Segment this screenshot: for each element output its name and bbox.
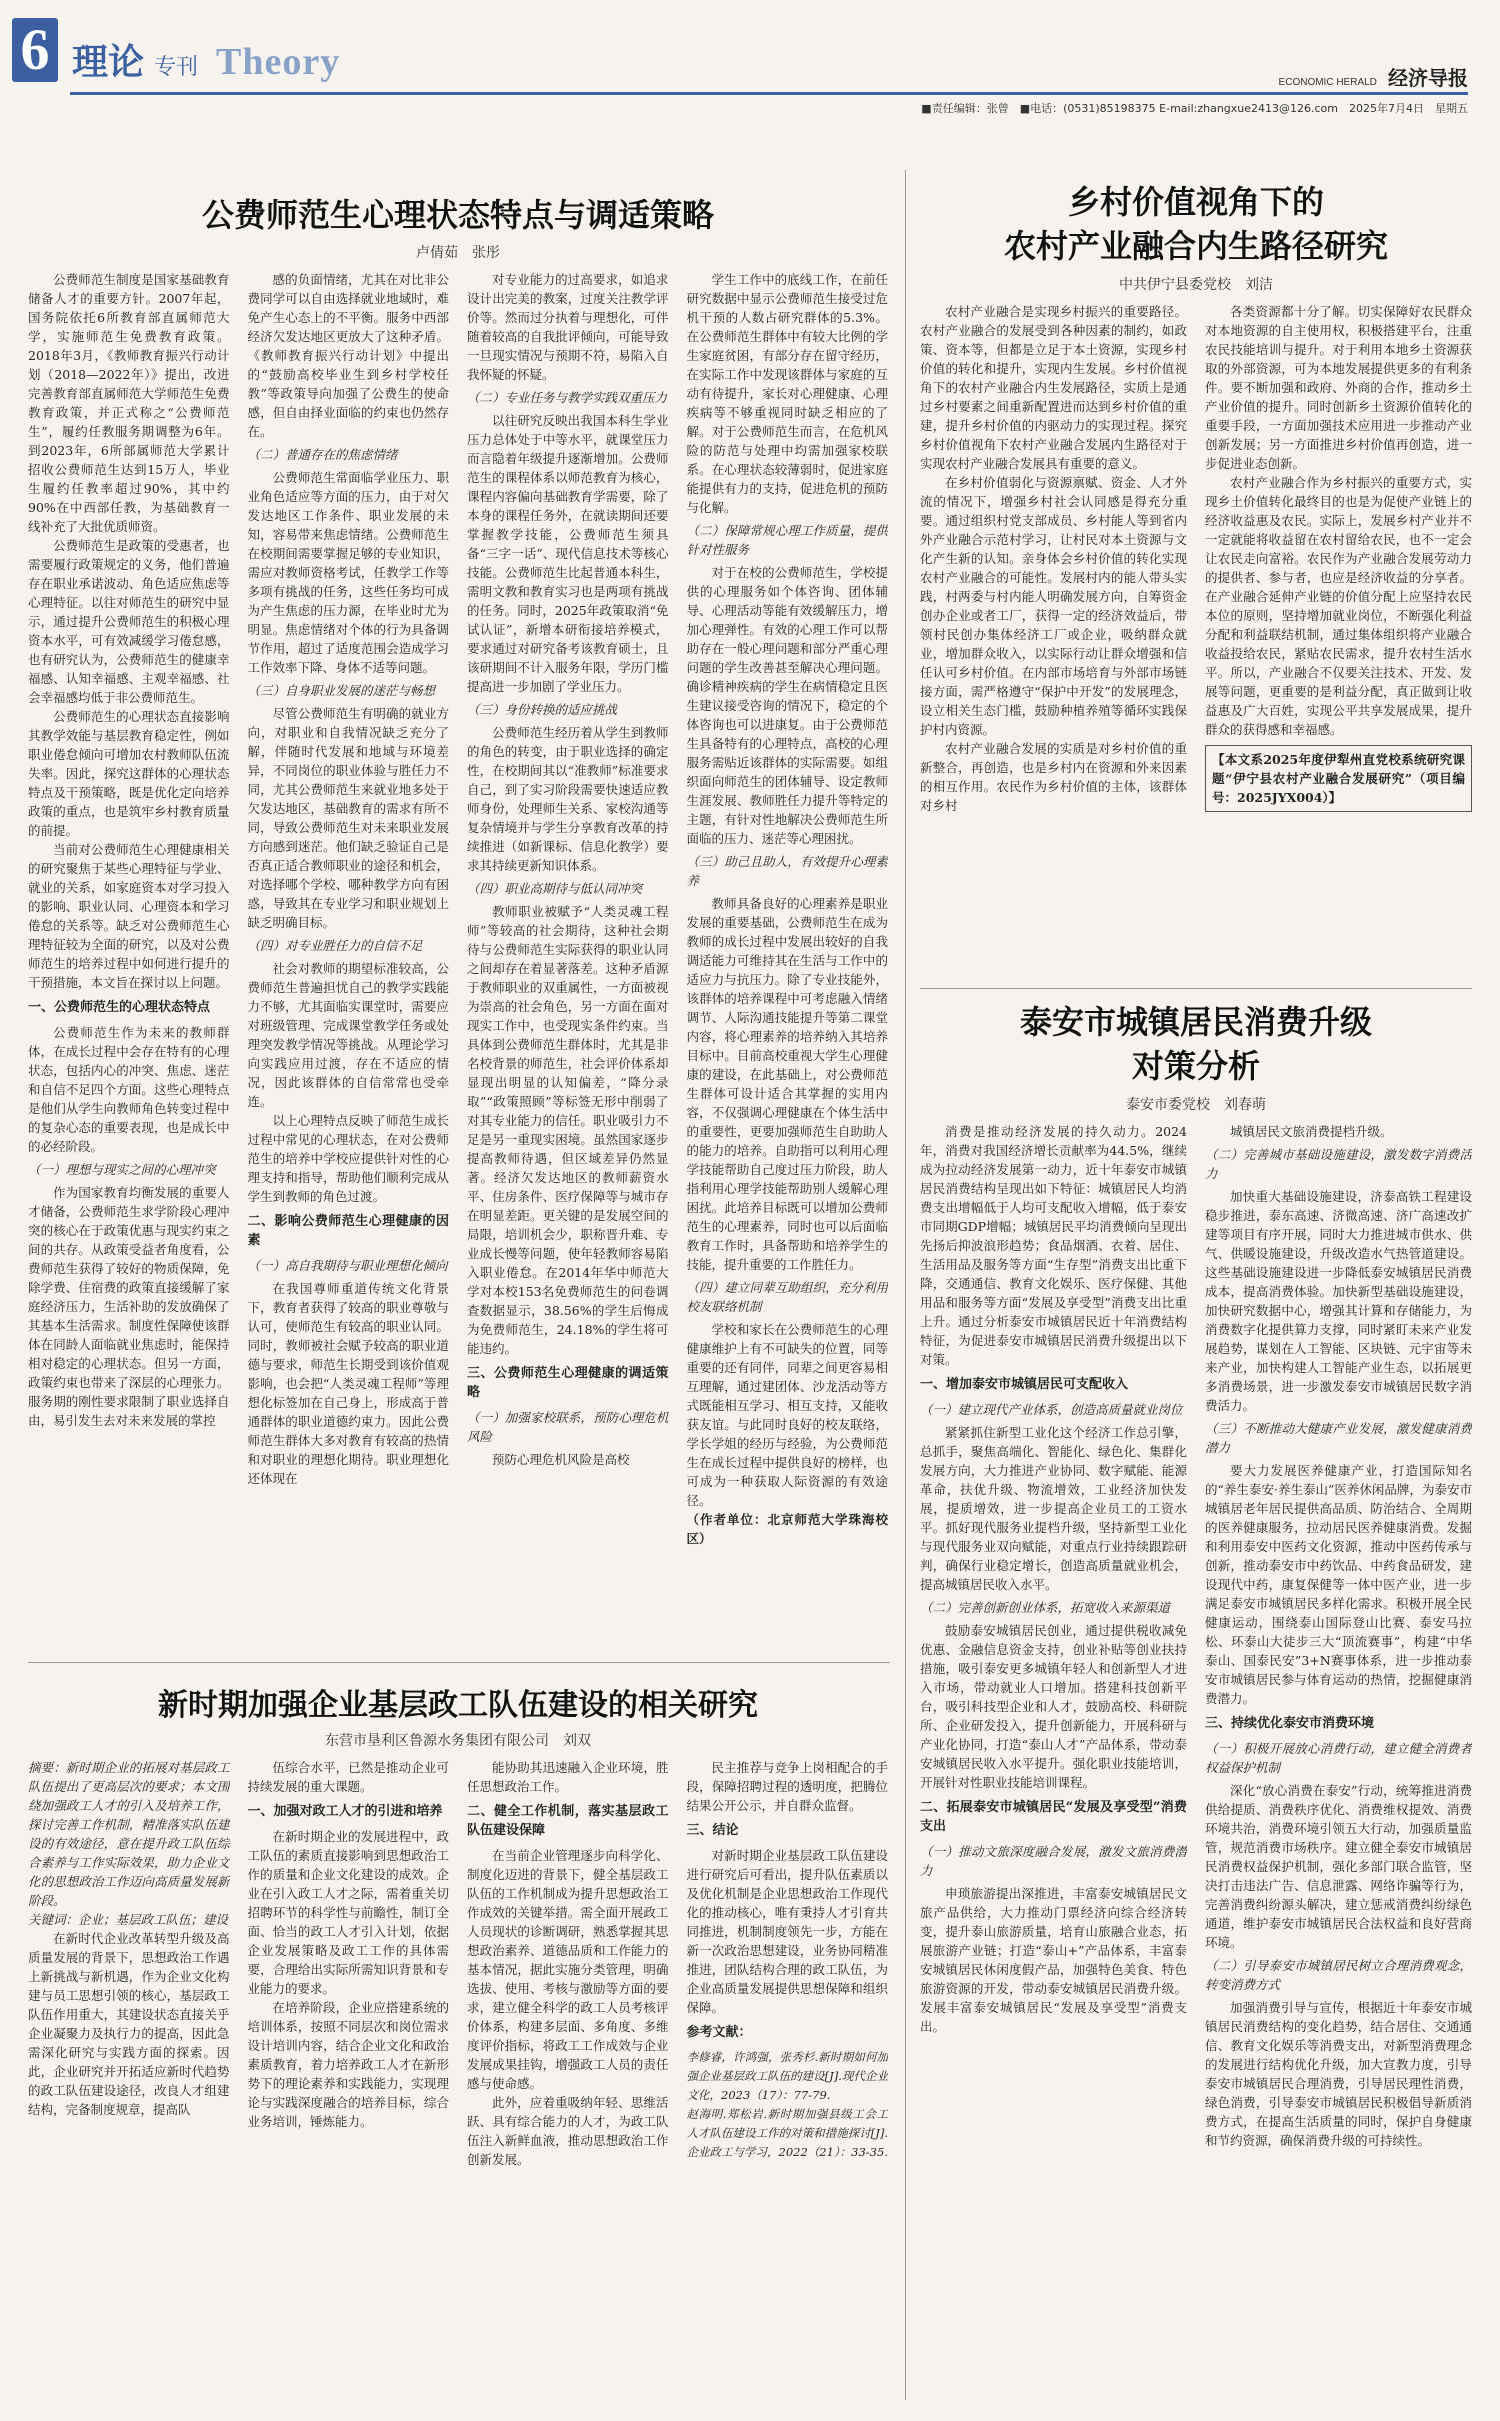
section-heading: 一、公费师范生的心理状态特点 <box>28 1000 211 1015</box>
page-number: 6 <box>12 18 58 82</box>
section-heading: （二）完善创新创业体系，拓宽收入来源渠道 <box>920 1600 1171 1615</box>
section-heading: 一、增加泰安市城镇居民可支配收入 <box>920 1377 1129 1392</box>
section-heading: 三、公费师范生心理健康的调适策略 <box>467 1366 669 1400</box>
paragraph: 公费师范生经历着从学生到教师的角色的转变，由于职业选择的确定性，在校期间其以“准教师”标准要求自己，到了实习阶段需要快速适应教师身份，处理师生关系、家校沟通等复杂情境并与学生分享教育改革的持续推进（如新课标、信息化教学）要求其持续更新知识体系。 <box>467 725 669 873</box>
article-column <box>687 1758 889 2398</box>
paragraph: 当前对公费师范生心理健康相关的研究聚焦于某些心理特征与学业、就业的关系，如家庭资本对学习投入的影响、职业认同、心理资本和学习倦怠的关系等。缺乏对公费师范生心理特征较为全面的研究，以及对公费师范生的培养过程中如何进行提升的干预措施，本文旨在探讨以上问题。 <box>28 842 230 990</box>
section-title: 理论 <box>72 41 145 83</box>
section-heading: （二）保障常规心理工作质量，提供针对性服务 <box>686 523 888 557</box>
article-byline: 中共伊宁县委党校 刘洁 <box>1119 277 1273 293</box>
section-heading: 二、影响公费师范生心理健康的因素 <box>247 1214 449 1248</box>
column-divider <box>905 170 906 2400</box>
section-heading: （四）职业高期待与低认同冲突 <box>467 881 643 896</box>
paragraph: 农村产业融合是实现乡村振兴的重要路径。农村产业融合的发展受到各种因素的制约，如政策、资本等，但都是立足于本土资源，实现乡村价值的转化和提升，实现内生发展。乡村价值视角下的农村产业融合内生发展路径，实质上是通过乡村要素之间重新配置进而达到乡村价值的重建，提升乡村价值的内驱动力的实现过程。探究乡村价值视角下农村产业融合发展内生路径对于实现农村产业融合发展具有重要的意义。 <box>920 304 1187 471</box>
section-heading: （三）不断推动大健康产业发展，激发健康消费潜力 <box>1205 1421 1472 1455</box>
section-heading: 二、拓展泰安市城镇居民“发展及享受型”消费支出 <box>920 1800 1187 1834</box>
paragraph: 农村产业融合发展的实质是对乡村价值的重新整合，再创造，也是乡村内在资源和外来因素的相互作用。农民作为乡村价值的主体，该群体对乡村 <box>920 741 1187 813</box>
paragraph: 赵海明.郑松岩.新时期加强县级工会工人才队伍建设工作的对策和措施探讨[J].企业政工与学习，2022（21）：33-35. <box>686 2107 888 2159</box>
paragraph: 加强消费引导与宣传，根据近十年泰安市城镇居民消费结构的变化趋势，结合居住、交通通信、教育文化娱乐等消费支出，对新型消费理念的发展进行结构优化升级，加大宣教力度，引导泰安市城镇居民合理消费，引导居民理性消费，绿色消费，引导泰安市城镇居民积极倡导新质消费方式，在提高生活质量的同时，保护自身健康和节约资源，确保消费升级的可持续性。 <box>1205 2000 1472 2148</box>
article-column <box>467 1758 669 2398</box>
section-heading: （一）理想与现实之间的心理冲突 <box>28 1162 216 1177</box>
article-rural-industry <box>920 180 1472 980</box>
section-heading: 参考文献： <box>686 2025 752 2040</box>
section-heading: （一）推动文旅深度融合发展，激发文旅消费潜力 <box>920 1844 1187 1878</box>
paragraph: 以往研究反映出我国本科生学业压力总体处于中等水平，就课堂压力而言隐着年级提升逐渐增加。公费师范生的课程体系以师范教育为核心，课程内容偏向基础教育学需要，除了本身的课程任务外，在就读期间还要掌握教学技能，公费师范生须具备“三字一话”、现代信息技术等核心技能。公费师范生比起普通本科生，需明文教和教育实习也是两项有挑战的任务。同时，2025年政策取消“免试认证”，新增本研衔接培养模式，要求通过对研究备考该教育硕士，且该研期间不计入服务年限，学历门槛提高进一步加剧了学业压力。 <box>467 413 669 694</box>
article-enterprise-political-work <box>28 1680 888 2400</box>
paragraph: 社会对教师的期望标准较高，公费师范生普遍担忧自己的教学实践能力不够，尤其面临实课堂时，需要应对班级管理、完成课堂教学任务或处理突发教学情况等挑战。从理论学习向实践应用过渡，存在不适应的情况，因此该群体的自信常常也受牵连。 <box>247 961 449 1109</box>
paragraph: 城镇居民文旅消费提档升级。 <box>1230 1124 1393 1139</box>
paragraph: 【本文系2025年度伊犁州直党校系统研究课题“伊宁县农村产业融合发展研究”（项目编号：2025JYX004）】 <box>1205 745 1472 812</box>
paragraph: 伍综合水平，已然是推动企业可持续发展的重大课题。 <box>247 1760 449 1794</box>
header-rule <box>70 92 1468 95</box>
article-title-line-1: 乡村价值视角下的 <box>1067 183 1324 221</box>
article-column <box>1205 302 1472 942</box>
article-byline: 泰安市委党校 刘春萌 <box>1126 1097 1266 1113</box>
article-column <box>248 1758 450 2398</box>
paragraph: 对专业能力的过高要求，如追求设计出完美的教案，过度关注教学评价等。然而过分执着与理想化，可伴随着较高的自我批评倾向，可能导致一旦现实情况与预期不符，易陷入自我怀疑的怀疑。 <box>467 272 669 382</box>
paragraph: 学生工作中的底线工作，在前任研究数据中显示公费师范生接受过危机干预的人数占研究群体的5.3%。在公费师范生群体中有较大比例的学生家庭贫困，有部分存在留守经历，在实际工作中发现该群体与家庭的互动有待提升，家长对心理健康、心理疾病等不够重视同时缺乏相应的了解。对于公费师范生而言，在危机风险的防范与处理中均需加强家校联系。在心理状态较薄弱时，促进家庭能提供有力的支持，促进危机的预防与化解。 <box>686 272 888 515</box>
section-subtitle: 专刊 <box>154 55 199 80</box>
article-column <box>1205 1122 1472 2372</box>
section-heading: 二、健全工作机制，落实基层政工队伍建设保障 <box>467 1804 669 1838</box>
section-heading: （一）高自我期待与职业理想化倾向 <box>247 1258 448 1273</box>
paragraph: 鼓励泰安城镇居民创业，通过提供税收减免优惠、金融信息资金支持，创业补贴等创业扶持措施，吸引泰安更多城镇年轻人和创新型人才进入市场，带动就业人口增加。搭建科技创新平台，吸引科技型企业和人才，鼓励高校、科研院所、企业研发投入，提升创新能力，开展科研与产业化协同，打造“泰山人才”产品体系，带动泰安城镇居民收入水平提升。强化职业技能培训，开展针对性职业技能培训课程。 <box>920 1623 1187 1790</box>
section-heading: （四）建立同辈互助组织，充分利用校友联络机制 <box>686 1280 888 1314</box>
paragraph: 对新时期企业基层政工队伍建设进行研究后可看出，提升队伍素质以及优化机制是企业思想政治工作现代化的推动核心，唯有秉持人才引育共同推进，机制制度领先一步，方能在新一次政治思想建设，业务协同精准推进，团队结构合理的政工队伍，为企业高质量发展提供思想保障和组织保障。 <box>686 1848 888 2015</box>
section-heading: 一、加强对政工人才的引进和培养 <box>247 1804 443 1819</box>
article-column <box>467 270 669 1640</box>
paragraph: 在培养阶段，企业应搭建系统的培训体系，按照不同层次和岗位需求设计培训内容，结合企业文化和政治素质教育，着力培养政工人才在新形势下的理论素养和实践能力，实现理论与实践深度融合的培养目标，综合业务培训，锤炼能力。 <box>247 2000 449 2129</box>
paragraph: 申琐旅游提出深推进，丰富泰安城镇居民文旅产品供给，大力推动门票经济向综合经济转变，提升泰山旅游质量，培育山旅融合业态，拓展旅游产业链；打造“泰山+”产品体系，丰富泰安城镇居民休闲度假产品，加强特色美食、特色旅游资源的开发，带动泰安城镇居民消费升级。发展丰富泰安城镇居民“发展及享受型”消费支出。 <box>920 1886 1187 2034</box>
article-column <box>687 270 889 1640</box>
paragraph: 公费师范生的心理状态直接影响其教学效能与基层教育稳定性，例如职业倦怠倾向可增加农村教师队伍流失率。因此，探究这群体的心理状态特点及干预策略，既是优化定向培养政策的重点，也是筑牢乡村教育质量的前提。 <box>28 709 230 838</box>
paragraph: 公费师范生制度是国家基础教育储备人才的重要方针。2007年起，国务院依托6所教育部直属师范大学，实施师范生免费教育政策。2018年3月，《教师教育振兴行动计划（2018—2022年）》提出，改进完善教育部直属师范大学师范生免费教育政策，并正式称之“公费师范生”，履约任教服务期调整为6年。到2023年，6所部属师范大学累计招收公费师范生达到15万人，毕业生履约任教率超过90%，其中约90%在中西部任教，为基础教育一线补充了大批优质师资。 <box>28 272 230 534</box>
article-column <box>920 1122 1187 2372</box>
section-heading: （四）对专业胜任力的自信不足 <box>247 938 423 953</box>
paragraph: 此外，应着重吸纳年轻、思维活跃、具有综合能力的人才，为政工队伍注入新鲜血液，推动思想政治工作创新发展。 <box>467 2095 669 2167</box>
paragraph: 公费师范生常面临学业压力、职业角色适应等方面的压力，由于对欠发达地区工作条件、职业发展的未知，容易带来焦虑情绪。公费师范生在校期间需要掌握足够的专业知识，需应对教师资格考试，任教学工作等多项有挑战的任务，这些任务均可成为产生焦虑的压力源，在毕业时尤为明显。焦虑情绪对个体的行为具备调节作用，超过了适度范围会造成学习工作效率下降、身体不适等问题。 <box>247 470 449 675</box>
section-heading: 三、结论 <box>686 1823 739 1838</box>
section-heading: 三、持续优化泰安市消费环境 <box>1205 1716 1375 1731</box>
paragraph: 消费是推动经济发展的持久动力。2024年，消费对我国经济增长贡献率为44.5%，继续成为拉动经济发展第一动力，近十年泰安市城镇居民消费结构呈现出如下特征：城镇居民人均消费支出增幅低于人均可支配收入增幅，低于泰安市同期GDP增幅；城镇居民平均消费倾向呈现出先扬后抑波浪形趋势；食品烟酒、衣着、居住、生活用品及服务等方面“生存型”消费支出比重下降，交通通信、教育文化娱乐、医疗保健、其他用品和服务等方面“发展及享受型”消费支出比重上升。通过分析泰安市城镇居民近十年消费结构特征，为促进泰安市城镇居民消费升级提出以下对策。 <box>920 1124 1187 1367</box>
section-heading: （二）引导泰安市城镇居民树立合理消费观念，转变消费方式 <box>1205 1958 1472 1992</box>
paragraph: 各类资源都十分了解。切实保障好农民群众对本地资源的自主使用权，积极搭建平台，注重农民技能培训与提升。对于利用本地乡土资源获取的外部资源，可为本地发展提供更多的有利条件。要不断加强和政府、外商的合作，推动乡土产业价值的提升。同时创新乡土资源价值转化的重要手段，一方面加强技术应用进一步推动产业创新发展；另一方面推进乡村价值再创造，进一步促进业态创新。 <box>1205 304 1472 471</box>
paragraph: 农村产业融合作为乡村振兴的重要方式，实现乡土价值转化最终目的也是为促使产业链上的经济收益惠及农民。实际上，发展乡村产业并不一定就能将收益留在农村留给农民，也不一定会让农民走向富裕。农民作为产业融合发展劳动力的提供者、参与者，也应是经济收益的分享者。在产业融合延伸产业链的价值分配上应坚持农民本位的原则，坚持增加就业岗位，不断强化利益分配和利益联结机制，通过集体组织将产业融合收益投给农民，紧贴农民需求，提升农村生活水平。所以，产业融合不仅要关注技术、开发、发展等问题，更重要的是利益分配，真正做到让收益惠及广大百姓，实现公平共享发展成果，提升群众的获得感和幸福感。 <box>1205 475 1472 737</box>
paragraph: 在我国尊师重道传统文化背景下，教育者获得了较高的职业尊敬与认可，使师范生有较高的职业认同。同时，教师被社会赋予较高的职业道德与要求，师范生长期受到该价值观影响，也会把“人类灵魂工程师”等理想化标签加在自己身上，形成高于普通群体的职业道德约束力。因此公费师范生群体大多对教育有较高的热情和对职业的理想化期待。职业理想化还体现在 <box>247 1281 449 1486</box>
article-column <box>28 1758 230 2398</box>
section-heading: （一）建立现代产业体系，创造高质量就业岗位 <box>920 1402 1183 1417</box>
article-column <box>28 270 230 1640</box>
paragraph: 公费师范生是政策的受惠者，也需要履行政策规定的义务，他们普遍存在职业承诺波动、角色适应焦虑等心理特征。以往对师范生的研究中显示，通过提升公费师范生的积极心理资本水平，可有效减缓学习倦怠感，也有研究认为，公费师范生的健康幸福感、认知幸福感、主观幸福感、社会幸福感均低于非公费师范生。 <box>28 538 230 705</box>
paragraph: 要大力发展医养健康产业，打造国际知名的“养生泰安·养生泰山”医养休闲品牌，为泰安市城镇居老年居民提供高品质、防治结合、全周期的医养健康服务，拉动居民医养健康消费。发掘和利用泰安中医药文化资源，推动中医药传承与创新，推动泰安市中药饮品、中药食品研发，建设现代中药，康复保健等一体中医产业，进一步满足泰安市城镇居民多样化需求。积极开展全民健康运动，围绕泰山国际登山比赛、泰安马拉松、环泰山大徒步三大“顶流赛事”，构建“中华泰山、国泰民安”3+N赛事体系，进一步推动泰安市城镇居民参与体育运动的热情，挖掘健康消费潜力。 <box>1205 1463 1472 1706</box>
article-title-line-2: 农村产业融合内生路径研究 <box>1003 227 1388 265</box>
header-meta: ■责任编辑：张曾 ■电话：(0531)85198375 E-mail:zhangxue2413@126.com 2025年7月4日 星期五 <box>921 102 1468 115</box>
paragraph: 加快重大基础设施建设，济泰高铁工程建设稳步推进，泰东高速、济微高速、济广高速改扩建等项目有序开展，同时大力推进城市供水、供气、供暖设施建设，升级改造水气热管道建设。这些基础设施建设进一步降低泰安城镇居民消费成本，提高消费体验。加快新型基础设施建设，加快研究数据中心，增强其计算和存储能力，为消费数字化提供算力支撑，同时紧盯未来产业发展趋势，谋划在人工智能、区块链、元宇宙等未来产业，加快构建人工智能产业生态，以拓展更多消费场景，进一步激发泰安市城镇居民数字消费活力。 <box>1205 1189 1472 1413</box>
section-masthead <box>72 34 340 85</box>
brand-cn: 经济导报 <box>1388 66 1468 90</box>
paragraph: 关键词：企业；基层政工队伍；建设 <box>28 1912 229 1927</box>
paragraph: 感的负面情绪，尤其在对比非公费同学可以自由选择就业地域时，难免产生心态上的不平衡。服务中西部经济欠发达地区更放大了这种矛盾。《教师教育振兴行动计划》中提出的“鼓励高校毕业生到乡村学校任教”等政策导向加强了公费生的使命感，但自由择业面临的约束也仍然存在。 <box>247 272 449 439</box>
section-heading: （三）助己且助人，有效提升心理素养 <box>686 854 888 888</box>
paragraph: （作者单位：北京师范大学珠海校区） <box>686 1512 888 1546</box>
article-byline: 东营市垦利区鲁源水务集团有限公司 刘双 <box>325 1733 591 1749</box>
paragraph: 摘要：新时期企业的拓展对基层政工队伍提出了更高层次的要求；本文围绕加强政工人才的引入及培养工作，探讨完善工作机制，精准落实队伍建设的有效途径，意在提升政工队伍综合素养与工作实际效果，助力企业文化的思想政治工作迈向高质量发展新阶段。 <box>28 1760 230 1908</box>
paragraph: 李修睿，许鸿强，张秀杉.新时期如何加强企业基层政工队伍的建设[J].现代企业文化，2023（17）：77-79. <box>686 2050 888 2102</box>
article-title <box>920 1000 1472 1088</box>
article-byline: 卢倩茹 张彤 <box>416 245 500 261</box>
paragraph: 在当前企业管理逐步向科学化、制度化迈进的背景下，健全基层政工队伍的工作机制成为提升思想政治工作成效的关键举措。需全面开展政工人员现状的诊断调研，熟悉掌握其思想政治素养、道德品质和工作能力的基本情况，据此实施分类管理，明确选拔、使用、考核与激励等方面的要求，建立健全科学的政工人员考核评价体系，构建多层面、多角度、多维度评价指标，将政工工作成效与企业发展成果挂钩，增强政工人员的责任感与使命感。 <box>467 1848 669 2091</box>
paragraph: 尽管公费师范生有明确的就业方向，对职业和自我情况缺乏充分了解，伴随时代发展和地域与环境差异，不同岗位的职业体验与胜任力不同，尤其公费师范生来就业地多处于欠发达地区，基础教育的需求有所不同，导致公费师范生对未来职业发展方向感到迷茫。他们缺乏验证自己是否真正适合教师职业的途径和机会，对选择哪个学校、哪种教学方向有困惑，导致其在专业学习和职业规划上缺乏明确目标。 <box>247 706 449 930</box>
paragraph: 预防心理危机风险是高校 <box>492 1452 630 1467</box>
section-heading: （二）专业任务与教学实践双重压力 <box>467 390 668 405</box>
section-heading: （三）自身职业发展的迷茫与畅想 <box>247 683 436 698</box>
section-heading: （三）身份转换的适应挑战 <box>467 702 618 717</box>
paragraph: 教师职业被赋予“人类灵魂工程师”等较高的社会期待，这种社会期待与公费师范生实际获得的职业认同之间却存在着显著落差。这种矛盾源于教师职业的双重属性，一方面被视为崇高的社会角色，另一方面在面对现实工作中，也受现实条件约束。当具体到公费师范生群体时，尤其是非名校背景的师范生，社会评价体系却显现出明显的认知偏差，“降分录取”“政策照顾”等标签无形中削弱了对其专业能力的信任。职业吸引力不足是另一重现实困境。虽然国家逐步提高教师待遇，但区域差异仍然显著。经济欠发达地区的教师薪资水平、住房条件、医疗保障等与城市存在明显差距。更关键的是发展空间的局限，培训机会少，职称晋升难、专业成长慢等问题，使年轻教师容易陷入职业倦怠。在2014年华中师范大学对本校153名免费师范生的问卷调查数据显示，38.56%的学生后悔成为免费师范生，24.18%的学生将可能违约。 <box>467 904 669 1356</box>
paragraph: 在乡村价值弱化与资源禀赋、资金、人才外流的情况下，增强乡村社会认同感是得充分重要。通过组织村党支部成员、乡村能人等到省内外产业融合示范村学习，让村民对本土资源与文化产生新的认知。亲身体会乡村价值的转化实现农村产业融合的可能性。发展村内的能人带头实践，村两委与村内能人明确发展方向，自筹资金创办企业或者工厂，获得一定的经济效益后，带领村民创办集体经济工厂或企业，吸纳群众就业，增加群众收入，以实际行动让群众增强和信任认可乡村价值。在内部市场培育与外部市场链接方面，需严格遵守“保护中开发”的发展理念，设立相关生态门槛，鼓励种植养殖等循环实践保护村内资源。 <box>920 475 1187 737</box>
article-teacher-psychology <box>28 180 888 1645</box>
article-title: 新时期加强企业基层政工队伍建设的相关研究 <box>158 1688 758 1723</box>
paragraph: 在新时代企业改革转型升级及高质量发展的背景下，思想政治工作遇上新挑战与新机遇，作为企业文化构建与员工思想引领的核心，基层政工队伍作用重大，其建设状态直接关乎企业凝聚力及执行力的提高，因此急需深化研究与实践方面的探索。因此，企业研究并开拓适应新时代趋势的政工队伍建设途径，改良人才组建结构，完备制度规章，提高队 <box>28 1931 230 2117</box>
section-heading: （一）加强家校联系，预防心理危机风险 <box>467 1410 669 1444</box>
paragraph: 对于在校的公费师范生，学校提供的心理服务如个体咨询、团体辅导、心理活动等能有效缓解压力，增加心理弹性。有效的心理工作可以帮助存在一般心理问题和部分严重心理问题的学生改善甚至解决心理问题。确诊精神疾病的学生在病情稳定且医生建议接受咨询的情况下，稳定的个体咨询也可以进康复。由于公费师范生具备特有的心理特点，高校的心理服务需贴近该群体的实际需要。如组织面向师范生的团体辅导、设定教师生涯发展、教师胜任力提升等特定的主题，有针对性地解决公费师范生所面临的压力、迷茫等心理困扰。 <box>686 565 888 846</box>
section-heading: （二）普通存在的焦虑情绪 <box>247 447 398 462</box>
article-taian-consumption <box>920 1000 1472 2400</box>
paragraph: 能协助其迅速融入企业环境，胜任思想政治工作。 <box>467 1760 669 1794</box>
paragraph: 民主推荐与竞争上岗相配合的手段，保障招聘过程的透明度，把腾位结果公开公示，并自群众监督。 <box>686 1760 888 1813</box>
article-title: 公费师范生心理状态特点与调适策略 <box>201 196 714 234</box>
brand-en: ECONOMIC HERALD <box>1278 77 1377 88</box>
section-heading: （一）积极开展放心消费行动，建立健全消费者权益保护机制 <box>1205 1741 1472 1775</box>
paragraph: 作为国家教育均衡发展的重要人才储备，公费师范生求学阶段心理冲突的核心在于政策优惠与现实约束之间的共存。从政策受益者角度看，公费师范生获得了较好的物质保障，免除学费、住宿费的政策直接缓解了家庭经济压力，生活补助的发放确保了其基本生活需求。制度性保障使该群体在同龄人面临就业焦虑时，能保持相对稳定的心理状态。但另一方面，政策约束也带来了深层的心理张力。服务期的刚性要求限制了职业选择自由，易引发生去对未来发展的掌控 <box>28 1185 230 1428</box>
article-column <box>920 302 1187 942</box>
paragraph: 在新时期企业的发展进程中，政工队伍的素质直接影响到思想政治工作的质量和企业文化建设的成效。企业在引入政工人才之际，需着重关切招聘环节的科学性与前瞻性，制订全面、恰当的政工人才引入计划，依据企业发展策略及政工工作的具体需要，合理给出实际所需知识背景和专业能力的要求。 <box>247 1829 449 1996</box>
paragraph: 公费师范生作为未来的教师群体，在成长过程中会存在特有的心理状态，包括内心的冲突、焦虑、迷茫和自信不足四个方面。这些心理特点是他们从学生向教师角色转变过程中的复杂心态的重要表现，也是成长中的必经阶段。 <box>28 1025 230 1154</box>
article-title-line-1: 泰安市城镇居民消费升级 <box>1019 1003 1372 1041</box>
section-title-en: Theory <box>216 41 341 83</box>
section-divider <box>920 988 1472 989</box>
paragraph: 学校和家长在公费师范生的心理健康维护上有不可缺失的位置，同等重要的还有同伴，同辈之间更容易相互理解，通过建团体、沙龙活动等方式既能相互学习、相互支持，又能收获友谊。与此同时良好的校友联络，学长学姐的经历与经验，为公费师范生在成长过程中提供良好的榜样，也可成为一种获取人际资源的有效途径。 <box>686 1322 888 1508</box>
section-heading: （二）完善城市基础设施建设，激发数字消费活力 <box>1205 1147 1472 1181</box>
article-title <box>920 180 1472 268</box>
article-title-line-2: 对策分析 <box>1131 1047 1260 1085</box>
paragraph: 以上心理特点反映了师范生成长过程中常见的心理状态，在对公费师范生的培养中学校应提供针对性的心理支持和指导，帮助他们顺利完成从学生到教师的角色过渡。 <box>247 1113 449 1204</box>
paragraph: 教师具备良好的心理素养是职业发展的重要基础，公费师范生在成为教师的成长过程中发展出较好的自我调适能力可维持其在生活与工作中的适应力与抗压力。除了专业技能外，该群体的培养课程中可考虑融入情绪调节、人际沟通技能提升等第二课堂内容，将心理素养的培养纳入其培养目标中。目前高校重视大学生心理健康的建设，在此基础上，对公费师范生群体可设计适合其掌握的实用内容，不仅强调心理健康在个体生活中的重要性，更要加强师范生自助助人的能力的培养。自助指可以利用心理学技能帮助自己度过压力阶段，助人指利用心理学技能帮助别人缓解心理困扰。此培养目标既可以增加公费师范生的心理素养，同时也可以后面临教育工作时，具备帮助和培养学生的技能，提升重要的工作胜任力。 <box>686 896 888 1272</box>
newspaper-brand <box>1279 62 1468 91</box>
section-divider <box>28 1662 890 1663</box>
article-column <box>248 270 450 1640</box>
paragraph: 紧紧抓住新型工业化这个经济工作总引擎，总抓手，聚焦高端化、智能化、绿色化、集群化发展方向，大力推进产业协同、数字赋能、能源革命，扶优升级、物流增效，工业经济加快发展，提质增效，进一步提高企业员工的工资水平。抓好现代服务业提档升级，坚持新型工业化与现代服务业双向赋能，对重点行业持续跟踪研判，确保行业稳定增长，创造高质量就业机会，提高城镇居民收入水平。 <box>920 1425 1187 1592</box>
paragraph: 深化“放心消费在泰安”行动，统筹推进消费供给提质、消费秩序优化、消费维权提效、消费环境共治，消费环境引领五大行动，加强质量监管，规范消费市场秩序。建立健全泰安市城镇居民消费权益保护机制，强化多部门联合监管，坚决打击违法广告、信息泄露、网络诈骗等行为，完善消费纠纷源头解决，建立惩戒消费纠纷绿色通道，维护泰安市城镇居民合法权益和良好营商环境。 <box>1205 1783 1472 1950</box>
